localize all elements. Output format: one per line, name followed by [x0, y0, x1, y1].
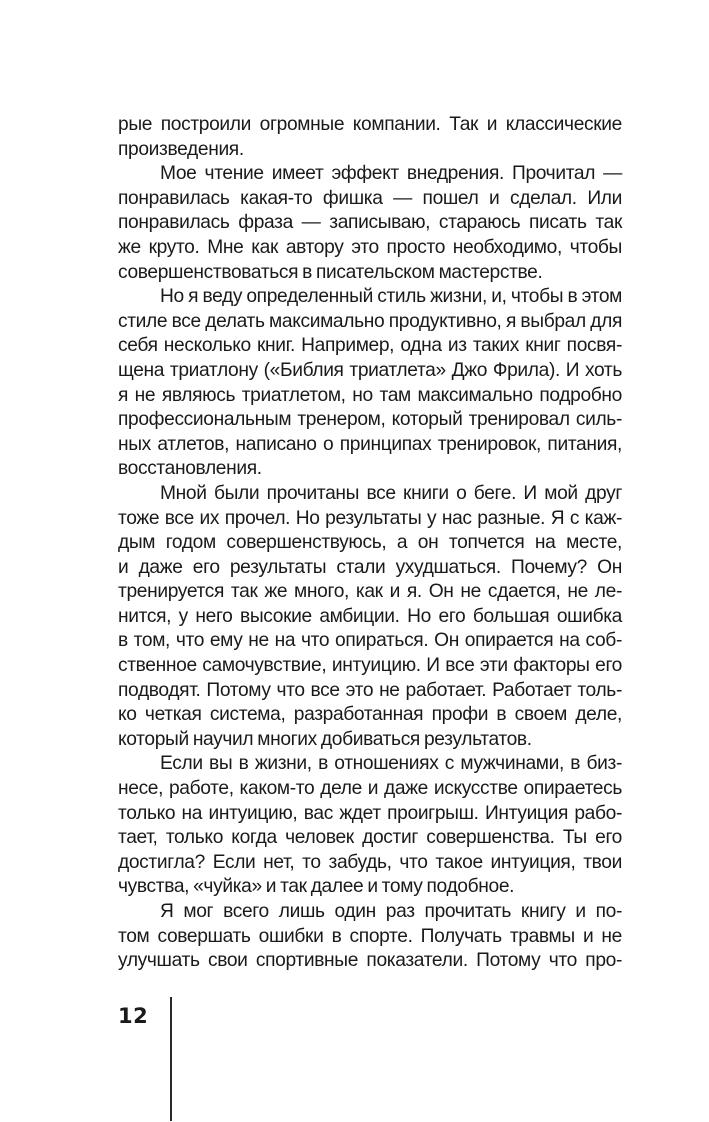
- text-line: тоже все их прочел. Но результаты у нас разные. Я с каж-: [118, 507, 622, 529]
- text-line: который научил многих добиваться результатов.: [118, 728, 532, 750]
- text-line: я не являюсь триатлетом, но там максимально подробно: [118, 384, 622, 406]
- text-line: понравилась фраза — записываю, стараюсь писать так: [118, 212, 622, 234]
- page-number: 12: [118, 1004, 149, 1028]
- text-line: ко четкая система, разработанная профи в своем деле,: [118, 704, 622, 726]
- text-line: Мое чтение имеет эффект внедрения. Прочитал —: [160, 163, 622, 185]
- text-line: совершенствоваться в писательском мастерстве.: [118, 261, 543, 283]
- text-line: Я мог всего лишь один раз прочитать книгу и по-: [160, 901, 622, 922]
- text-line: дым годом совершенствуюсь, а он топчется на месте,: [118, 532, 622, 554]
- text-line: ных атлетов, написано о принципах тренировок, питания,: [118, 433, 622, 455]
- text-line: улучшать свои спортивные показатели. Потому что про-: [118, 950, 622, 972]
- text-line: только на интуицию, вас ждет проигрыш. Интуиция рабо-: [118, 802, 622, 824]
- text-line: же круто. Мне как автору это просто необходимо, чтобы: [118, 236, 622, 258]
- text-line: несе, работе, каком-то деле и даже искусстве опираетесь: [118, 778, 622, 800]
- text-line: понравилась какая-то фишка — пошел и сделал. Или: [118, 187, 622, 209]
- text-line: и даже его результаты стали ухудшаться. Почему? Он: [118, 556, 622, 578]
- text-line: восстановления.: [118, 458, 262, 480]
- text-line: профессиональным тренером, который тренировал силь-: [118, 409, 622, 431]
- text-line: подводят. Потому что все это не работает. Работает толь-: [118, 679, 622, 701]
- text-line: рые построили огромные компании. Так и классические: [118, 114, 622, 135]
- margin-divider: [170, 997, 172, 1121]
- text-line: стиле все делать максимально продуктивно, я выбрал для: [118, 310, 622, 332]
- text-line: Но я веду определенный стиль жизни, и, чтобы в этом: [160, 286, 622, 308]
- text-line: тренируется так же много, как и я. Он не сдается, не ле-: [118, 581, 622, 603]
- body-text: [118, 113, 622, 974]
- text-line: нится, у него высокие амбиции. Но его большая ошибка: [118, 605, 622, 627]
- text-line: чувства, «чуйка» и так далее и тому подобное.: [118, 876, 515, 898]
- text-line: Если вы в жизни, в отношениях с мужчинами, в биз-: [160, 753, 622, 775]
- text-line: достигла? Если нет, то забудь, что такое интуиция, твои: [118, 851, 622, 873]
- text-line: Мной были прочитаны все книги о беге. И мой друг: [160, 482, 622, 504]
- text-line: в том, что ему не на что опираться. Он опирается на соб-: [118, 630, 622, 652]
- text-line: том совершать ошибки в спорте. Получать травмы и не: [118, 925, 622, 947]
- text-line: тает, только когда человек достиг совершенства. Ты его: [118, 827, 622, 849]
- text-line: щена триатлону («Библия триатлета» Джо Фрила). И хоть: [118, 359, 622, 381]
- text-line: ственное самочувствие, интуицию. И все эти факторы его: [118, 655, 622, 677]
- text-line: произведения.: [118, 138, 244, 160]
- text-line: себя несколько книг. Например, одна из таких книг посвя-: [118, 335, 622, 357]
